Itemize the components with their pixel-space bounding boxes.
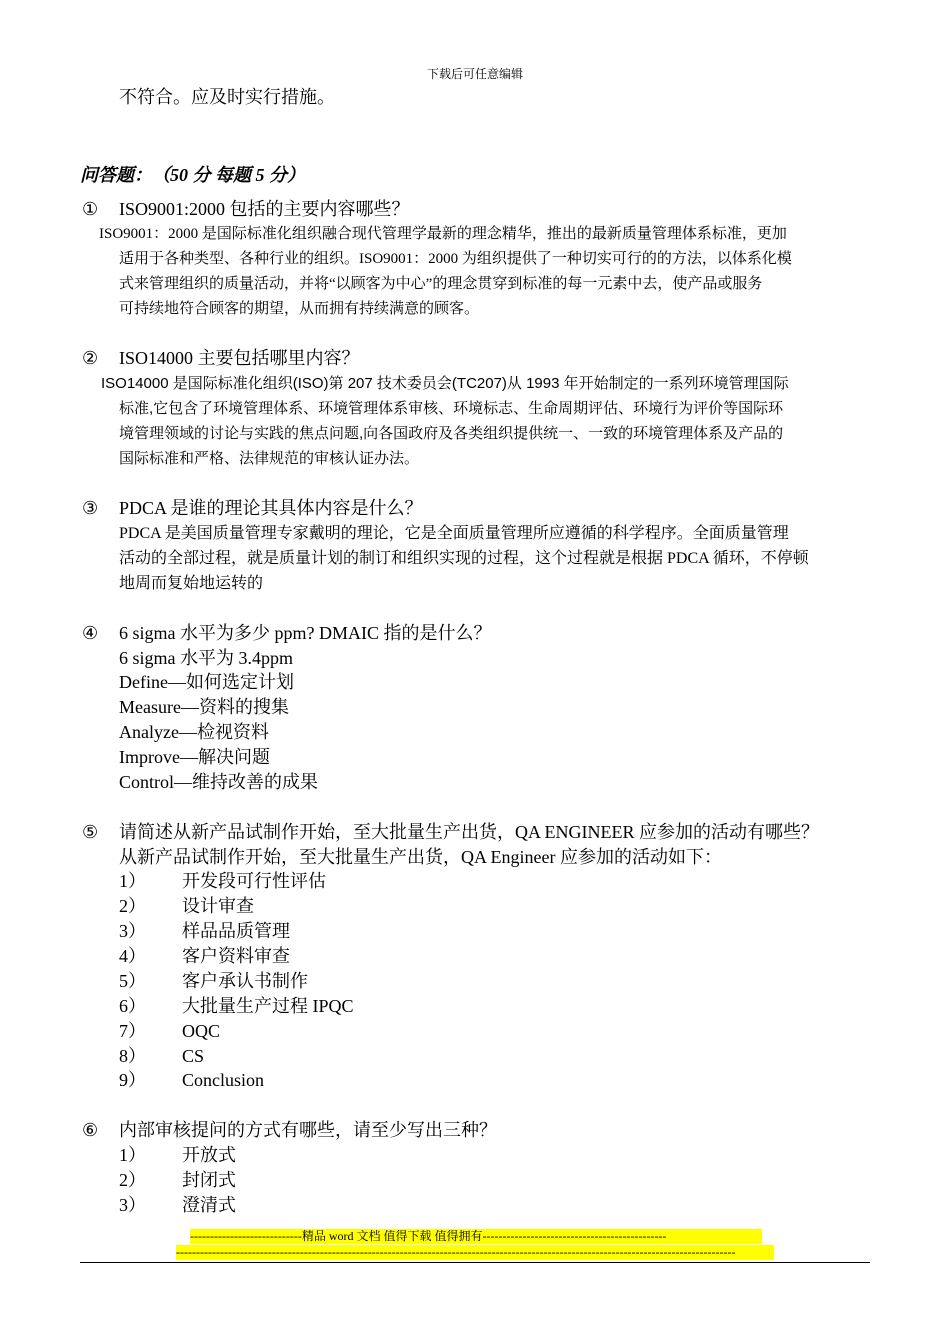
question-5-list-item: [119, 944, 290, 968]
list-item-text: CS: [182, 1046, 205, 1066]
question-2-title: ISO14000 主要包括哪里内容？: [119, 348, 360, 368]
list-item-number: 7）: [119, 1021, 146, 1041]
question-4-answer-line-2: Define—如何选定计划: [119, 672, 294, 692]
question-5-number: ⑤: [82, 822, 99, 842]
question-5-list-item: [119, 994, 354, 1018]
list-item-number: 5）: [119, 971, 146, 991]
question-3-number: ③: [82, 498, 99, 518]
question-2-answer-line-1: ISO14000 是国际标准化组织(ISO)第 207 技术委员会(TC207)从 1993 年开始制定的一系列环境管理国际: [101, 375, 789, 392]
question-6-list-item: [119, 1168, 236, 1192]
intro-line: 不符合。应及时实行措施。: [119, 87, 335, 107]
question-5-list-item: [119, 1068, 264, 1092]
section-heading: 问答题：（50 分 每题 5 分）: [80, 165, 305, 185]
list-item-number: 3）: [119, 1195, 146, 1215]
list-item-text: 封闭式: [182, 1170, 236, 1190]
question-1-title: ISO9001:2000 包括的主要内容哪些？: [119, 199, 410, 219]
list-item-number: 3）: [119, 921, 146, 941]
question-3-answer-line-3: 地周而复始地运转的: [119, 575, 264, 592]
list-item-text: OQC: [182, 1021, 221, 1041]
page-header: 下载后可任意编辑: [426, 67, 523, 81]
question-2-number: ②: [82, 348, 99, 368]
list-item-number: 6）: [119, 996, 146, 1016]
list-item-text: 开发段可行性评估: [182, 871, 326, 891]
list-item-text: 大批量生产过程 IPQC: [182, 996, 354, 1016]
question-4-answer-line-4: Analyze—检视资料: [119, 722, 269, 742]
question-1-answer-line-2: 适用于各种类型、各种行业的组织。ISO9001：2000 为组织提供了一种切实可行的的方法，以体系化模: [119, 251, 792, 267]
question-2-answer-line-3: 境管理领域的讨论与实践的焦点问题,向各国政府及各类组织提供统一、一致的环境管理体系及产品的: [119, 425, 784, 442]
question-2-answer-line-4: 国际标准和严格、法律规范的审核认证办法。: [119, 450, 420, 467]
question-4-answer-line-1: 6 sigma 水平为 3.4ppm: [119, 648, 293, 668]
question-1-answer-line-3: 式来管理组织的质量活动，并将“以顾客为中心”的理念贯穿到标准的每一元素中去，使产品或服务: [119, 276, 763, 292]
question-1-answer-line-1: ISO9001：2000 是国际标准化组织融合现代管理学最新的理念精华，推出的最新质量管理体系标准，更加: [99, 226, 787, 242]
list-item-text: 样品品质管理: [182, 921, 290, 941]
question-6-list-item: [119, 1193, 236, 1217]
question-5-list-item: [119, 869, 326, 893]
list-item-text: Conclusion: [182, 1070, 265, 1090]
question-5-list-item: [119, 894, 254, 918]
list-item-text: 客户承认书制作: [182, 971, 308, 991]
list-item-number: 4）: [119, 946, 146, 966]
list-item-number: 1）: [119, 871, 146, 891]
list-item-number: 9）: [119, 1070, 146, 1090]
question-5-answer-intro: 从新产品试制作开始，至大批量生产出货，QA Engineer 应参加的活动如下：: [119, 847, 722, 867]
list-item-number: 2）: [119, 1170, 146, 1190]
footer-banner-line-1: ----------------------------精品 word 文档 值得下载 值得拥有----------------------------------------------: [190, 1229, 762, 1244]
list-item-number: 8）: [119, 1046, 146, 1066]
list-item-number: 1）: [119, 1145, 146, 1165]
question-2-answer-line-2: 标准,它包含了环境管理体系、环境管理体系审核、环境标志、生命周期评估、环境行为评价等国际环: [119, 400, 784, 417]
list-item-text: 澄清式: [182, 1195, 236, 1215]
question-1-number: ①: [82, 199, 99, 219]
question-4-answer-line-5: Improve—解决问题: [119, 747, 270, 767]
question-4-title: 6 sigma 水平为多少 ppm? DMAIC 指的是什么？: [119, 623, 492, 643]
question-5-list-item: [119, 969, 308, 993]
question-4-number: ④: [82, 623, 99, 643]
question-4-answer-line-3: Measure—资料的搜集: [119, 697, 289, 717]
question-6-title: 内部审核提问的方式有哪些，请至少写出三种？: [119, 1120, 497, 1140]
footer-divider: [80, 1262, 870, 1263]
question-5-list-item: [119, 1019, 220, 1043]
list-item-text: 设计审查: [182, 896, 254, 916]
question-5-title: 请简述从新产品试制作开始，至大批量生产出货，QA ENGINEER 应参加的活动有哪些？: [119, 822, 819, 842]
list-item-number: 2）: [119, 896, 146, 916]
question-6-number: ⑥: [82, 1120, 99, 1140]
question-5-list-item: [119, 919, 290, 943]
question-5-list-item: [119, 1044, 204, 1068]
question-4-answer-line-6: Control—维持改善的成果: [119, 772, 319, 792]
question-3-answer-line-2: 活动的全部过程，就是质量计划的制订和组织实现的过程，这个过程就是根据 PDCA 循环，不停顿: [119, 550, 809, 567]
list-item-text: 客户资料审查: [182, 946, 290, 966]
footer-banner-line-2: --------------------------------------------------------------------------------------------------------------------------------------------: [176, 1245, 774, 1260]
question-1-answer-line-4: 可持续地符合顾客的期望，从而拥有持续满意的顾客。: [119, 301, 480, 317]
question-3-answer-line-1: PDCA 是美国质量管理专家戴明的理论，它是全面质量管理所应遵循的科学程序。全面质量管理: [119, 525, 789, 542]
question-3-title: PDCA 是谁的理论其具体内容是什么？: [119, 498, 423, 518]
question-6-list-item: [119, 1143, 236, 1167]
list-item-text: 开放式: [182, 1145, 236, 1165]
